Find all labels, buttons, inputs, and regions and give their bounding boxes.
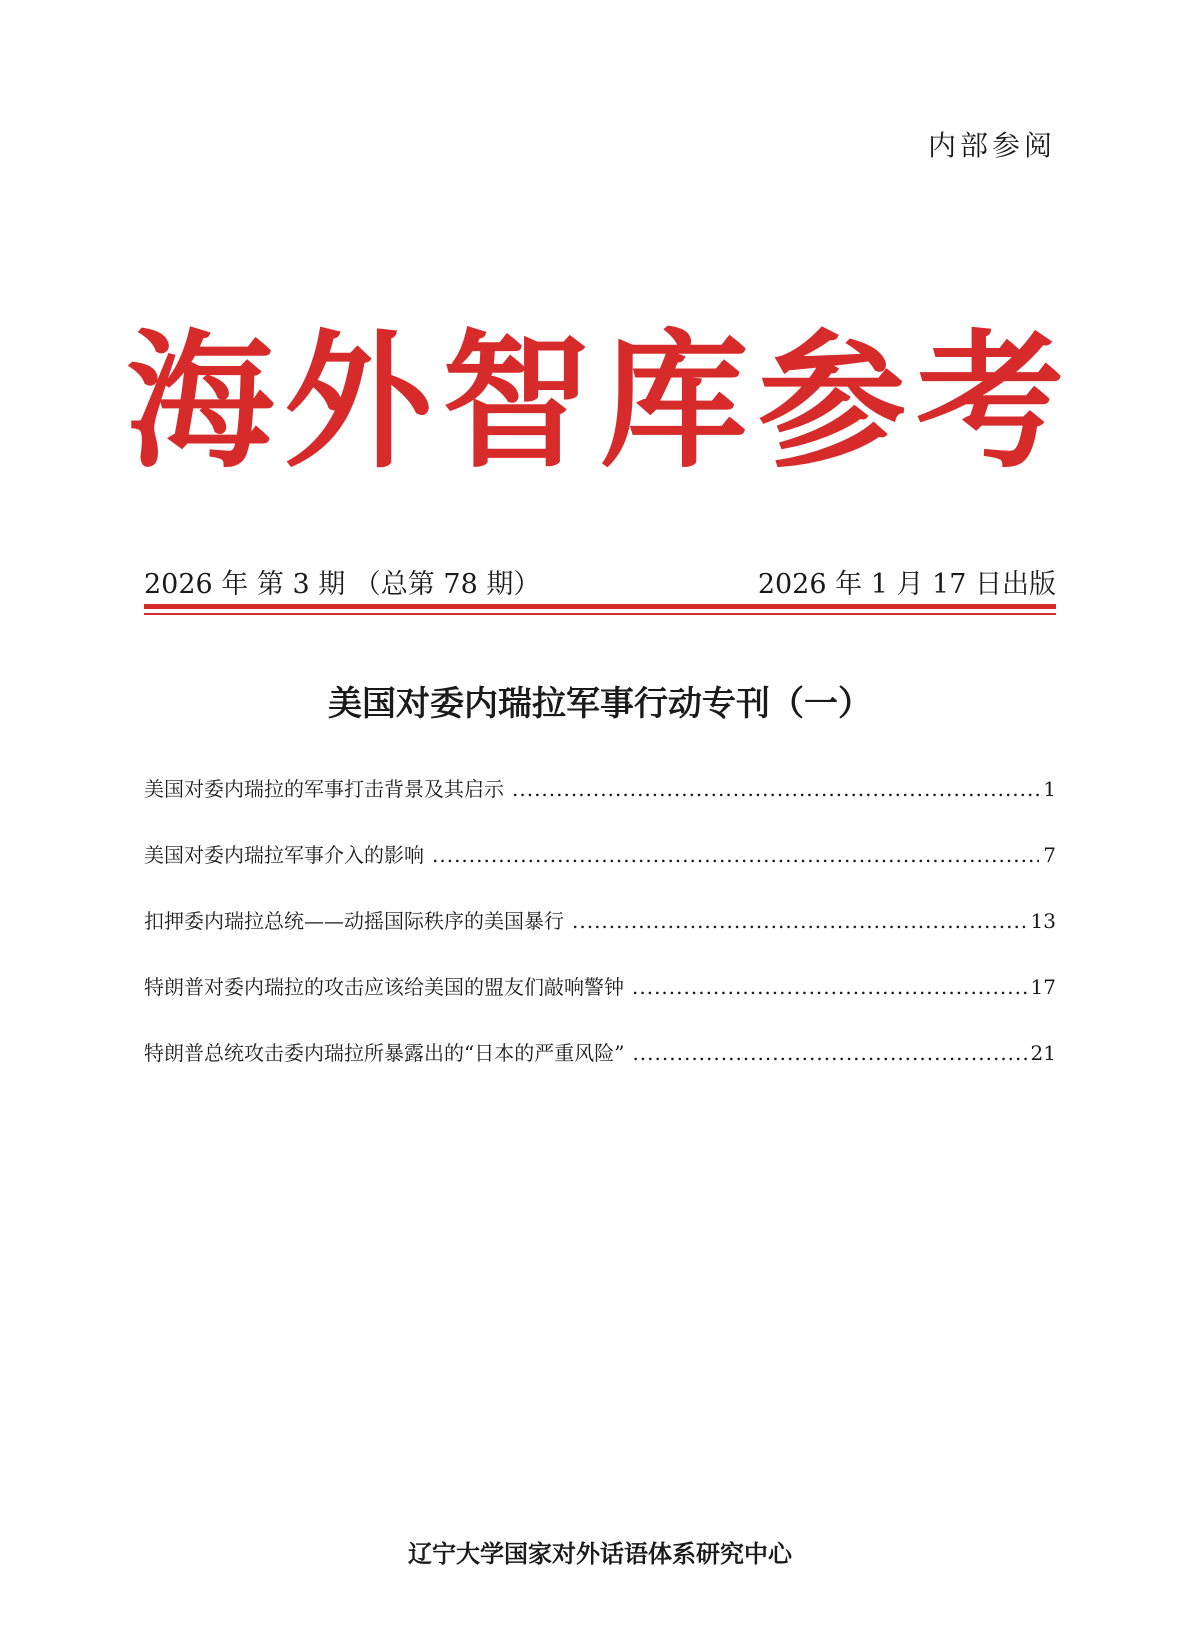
toc-entry[interactable]	[144, 773, 1056, 839]
toc-entry-title: 特朗普对委内瑞拉的攻击应该给美国的盟友们敲响警钟	[144, 975, 624, 999]
table-of-contents	[144, 773, 1056, 1103]
toc-leader-dots	[632, 1041, 1026, 1065]
toc-leader-dots	[632, 975, 1027, 999]
toc-entry[interactable]	[144, 839, 1056, 905]
header-rule-thin	[144, 613, 1056, 615]
special-issue-title: 美国对委内瑞拉军事行动专刊（一）	[328, 684, 872, 724]
toc-entry-page: 17	[1030, 975, 1056, 999]
masthead-title: 海外智库参考	[126, 316, 1074, 488]
toc-entry[interactable]	[144, 1037, 1056, 1103]
publication-date: 2026 年 1 月 17 日出版	[757, 569, 1056, 600]
header-rule-thick	[144, 604, 1056, 609]
toc-entry-page: 21	[1030, 1041, 1056, 1065]
publisher-name: 辽宁大学国家对外话语体系研究中心	[408, 1540, 792, 1568]
toc-leader-dots	[512, 777, 1039, 801]
classification-label: 内部参阅	[927, 129, 1056, 162]
toc-entry[interactable]	[144, 905, 1056, 971]
toc-entry-page: 13	[1030, 909, 1056, 933]
toc-entry[interactable]	[144, 971, 1056, 1037]
issue-line	[144, 562, 1056, 601]
toc-entry-title: 美国对委内瑞拉军事介入的影响	[144, 843, 424, 867]
toc-entry-title: 特朗普总统攻击委内瑞拉所暴露出的“日本的严重风险”	[144, 1041, 625, 1065]
toc-leader-dots	[572, 909, 1027, 933]
toc-entry-page: 1	[1043, 777, 1056, 801]
toc-leader-dots	[432, 843, 1039, 867]
toc-entry-title: 美国对委内瑞拉的军事打击背景及其启示	[144, 777, 504, 801]
toc-entry-title: 扣押委内瑞拉总统——动摇国际秩序的美国暴行	[144, 909, 564, 933]
issue-number: 2026 年 第 3 期 （总第 78 期）	[144, 569, 541, 600]
toc-entry-page: 7	[1043, 843, 1056, 867]
